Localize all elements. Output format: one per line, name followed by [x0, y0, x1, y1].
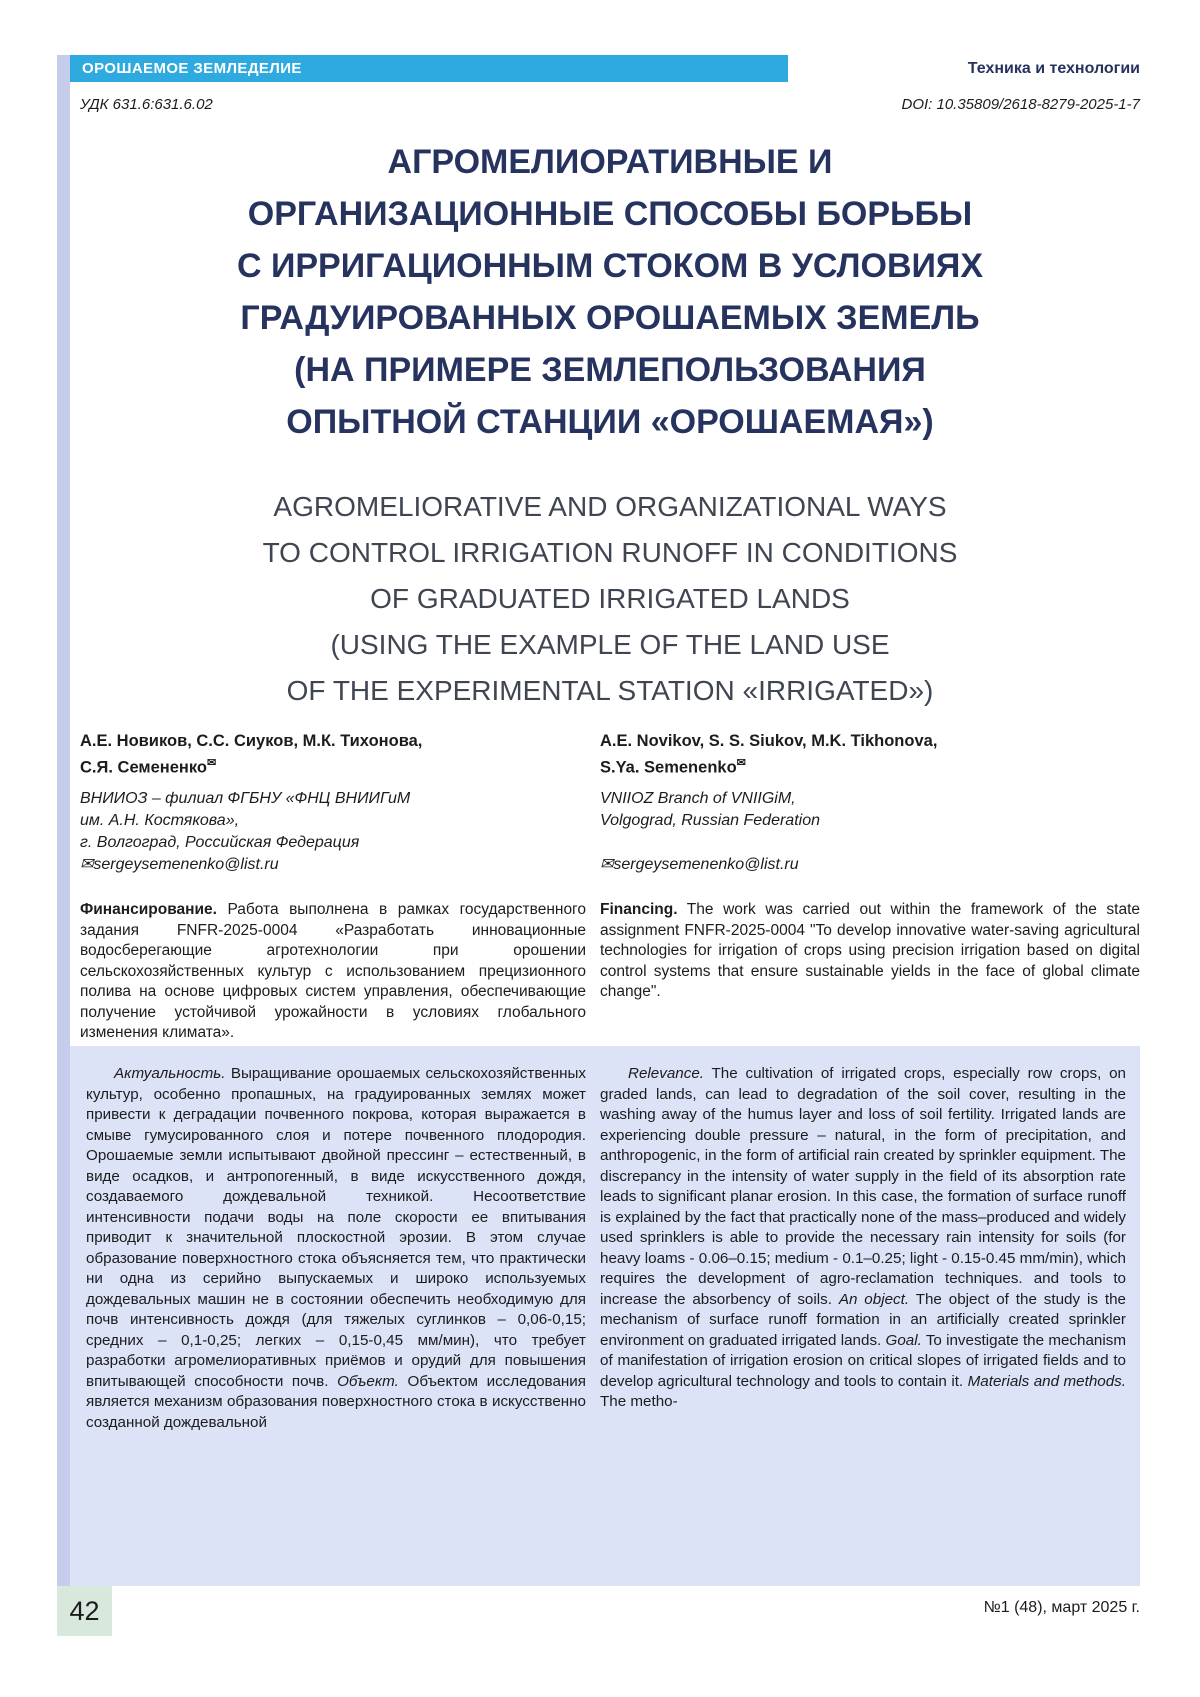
abstract-en-body2: The object of the study is the mechanism of surface runoff formation in an artificially created sprinkler environment on graduated irrigated lands. [600, 1290, 1126, 1349]
title-en-line: AGROMELIORATIVE AND ORGANIZATIONAL WAYS [273, 491, 947, 522]
title-en-line: TO CONTROL IRRIGATION RUNOFF IN CONDITIONS [262, 537, 958, 568]
email-icon: ✉ [600, 856, 614, 873]
authors-en-line2 [600, 752, 1140, 779]
authors-en [600, 730, 1140, 779]
authors-ru-name: С.Я. Семененко [80, 758, 208, 777]
journal-section-label: ОРОШАЕМОЕ ЗЕМЛЕДЕЛИЕ [82, 60, 302, 77]
email-icon: ✉ [207, 757, 217, 769]
title-ru-line: ГРАДУИРОВАННЫХ ОРОШАЕМЫХ ЗЕМЕЛЬ [240, 299, 980, 337]
affiliation-en-line: Volgograd, Russian Federation [600, 812, 820, 829]
title-ru-line: С ИРРИГАЦИОННЫМ СТОКОМ В УСЛОВИЯХ [236, 247, 984, 285]
udk-label: УДК 631.6:631.6.02 [80, 96, 213, 113]
doi-label: DOI: 10.35809/2618-8279-2025-1-7 [901, 96, 1140, 113]
financing-en-body: The work was carried out within the framework of the state assignment FNFR-2025-0004 "To develop innovative water-saving agricultural technologies for irrigation of crops using precision irrigation based on digital control systems that ensure sustainable yields in the face of global climate change". [600, 901, 1140, 1000]
title-en [80, 484, 1140, 714]
authors-en-name: S.Ya. Semenenko [600, 758, 737, 777]
affiliation-en [600, 788, 1140, 876]
title-ru-line: ОРГАНИЗАЦИОННЫЕ СПОСОБЫ БОРЬБЫ [247, 195, 973, 233]
title-en-line: OF THE EXPERIMENTAL STATION «IRRIGATED») [286, 675, 934, 706]
affiliation-ru [80, 788, 585, 876]
financing-en [600, 900, 1140, 1003]
affiliation-ru-line: им. А.Н. Костякова», [80, 812, 240, 829]
left-stripe [57, 55, 70, 1586]
title-ru-line: (НА ПРИМЕРЕ ЗЕМЛЕПОЛЬЗОВАНИЯ [294, 351, 926, 389]
abstract-en-body3: To investigate the mechanism of manifestation of irrigation erosion on critical slopes of irrigated fields and to develop agricultural technology and tools to contain it. [600, 1331, 1126, 1390]
authors-ru [80, 730, 585, 779]
authors-en-line: A.E. Novikov, S. S. Siukov, M.K. Tikhonova, [600, 732, 938, 750]
rubric-label: Техника и технологии [967, 60, 1140, 77]
title-en-line: OF GRADUATED IRRIGATED LANDS [370, 583, 850, 614]
title-ru [80, 136, 1140, 448]
abstract-ru-lead: Актуальность. [114, 1065, 226, 1082]
email-en-address: sergeysemenenko@list.ru [613, 856, 799, 873]
title-ru-line: АГРОМЕЛИОРАТИВНЫЕ И [387, 143, 833, 181]
abstract-en-body4: The metho- [600, 1393, 678, 1410]
page-number: 42 [69, 1595, 100, 1626]
page-number-box [57, 1586, 112, 1636]
email-icon: ✉ [80, 856, 94, 873]
abstract-en-lead4: Materials and methods. [967, 1372, 1126, 1390]
abstract-en [600, 1064, 1126, 1413]
abstract-ru-lead2: Объект. [337, 1372, 399, 1390]
email-ru [80, 854, 585, 876]
email-icon: ✉ [736, 757, 746, 769]
abstract-en-lead: Relevance. [628, 1065, 704, 1082]
abstract-ru-body2: Объектом исследования является механизм образования поверхностного стока в искусственно созданной дождевальной [86, 1372, 586, 1431]
financing-en-lead: Financing. [600, 901, 678, 918]
abstract-en-lead3: Goal. [885, 1331, 922, 1349]
affiliation-en-line: VNIIOZ Branch of VNIIGiM, [600, 790, 796, 807]
abstract-en-body: The cultivation of irrigated crops, especially row crops, on graded lands, can lead to degradation of the soil cover, resulting in the washing away of the humus layer and loss of soil fertility. Irrigated lands are experiencing double pressure – natural, in the form of precipitation, and anthropogenic, in the form of artificial rain created by sprinkler equipment. The discrepancy in the intensity of water supply in the field of its absorption rate leads to significant planar erosion. In this case, the formation of surface runoff is explained by the fact that practically none of the mass–produced and widely used sprinklers is able to provide the necessary rain intensity for soils (for heavy loams - 0.06–0.15; medium - 0.1–0.25; light - 0.15-0.45 mm/min), which requires the development of agro-reclamation techniques. and tools to increase the absorbency of soils. [600, 1065, 1126, 1308]
email-en [600, 854, 1140, 876]
header-bar [70, 55, 788, 82]
issue-info: №1 (48), март 2025 г. [983, 1599, 1140, 1616]
financing-ru-body: Работа выполнена в рамках государственного задания FNFR-2025-0004 «Разработать инновационные водосберегающие агротехнологии при орошении сельскохозяйственных культур с использованием прецизионного полива на основе цифровых систем управления, обеспечивающие получение устойчивой урожайности в условиях глобального изменения климата». [80, 901, 586, 1041]
abstract-ru [86, 1064, 586, 1433]
affiliation-ru-line: г. Волгоград, Российская Федерация [80, 834, 360, 851]
title-en-line: (USING THE EXAMPLE OF THE LAND USE [330, 629, 890, 660]
authors-ru-line: А.Е. Новиков, С.С. Сиуков, М.К. Тихонова, [80, 732, 423, 750]
email-ru-address: sergeysemenenko@list.ru [93, 856, 279, 873]
financing-ru [80, 900, 586, 1044]
abstract-en-lead2: An object. [838, 1290, 910, 1308]
title-ru-line: ОПЫТНОЙ СТАНЦИИ «ОРОШАЕМАЯ») [286, 403, 934, 441]
abstract-ru-body: Выращивание орошаемых сельскохозяйственных культур, особенно пропашных, на градуированных землях может привести к деградации почвенного покрова, которая выражается в смыве гумусированного слоя и потере почвенного плодородия. Орошаемые земли испытывают двойной прессинг – естественный, в виде осадков, и антропогенный, в виде искусственного дождя, создаваемого дождевальной техникой. Несоответствие интенсивности подачи воды на поле скорости ее впитывания приводит к значительной плоскостной эрозии. В этом случае образование поверхностного стока объясняется тем, что практически ни одна из серийно выпускаемых и широко используемых дождевальных машин не в состоянии обеспечить необходимую для почв интенсивность дождя (для тяжелых суглинков – 0,06-0,15; средних – 0,1-0,25; легких – 0,15-0,45 мм/мин), что требует разработки агромелиоративных приёмов и орудий для повышения впитывающей способности почв. [86, 1065, 586, 1390]
authors-ru-line2 [80, 752, 585, 779]
abstract-box [70, 1046, 1140, 1586]
affiliation-ru-line: ВНИИОЗ – филиал ФГБНУ «ФНЦ ВНИИГиМ [80, 790, 411, 807]
financing-ru-lead: Финансирование. [80, 901, 217, 918]
